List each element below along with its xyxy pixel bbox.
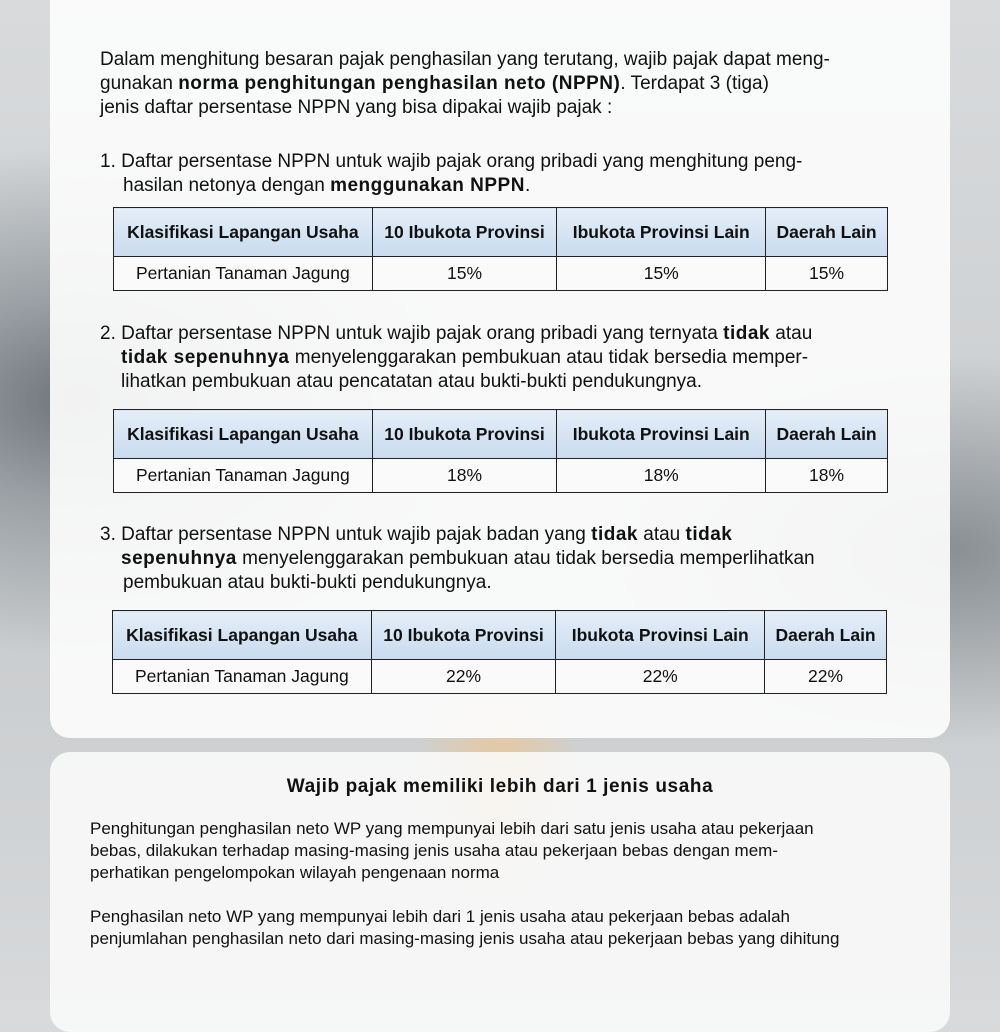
list-item-1: 1. Daftar persentase NPPN untuk wajib pajak orang pribadi yang menghitung peng- <box>100 151 803 172</box>
bold-text: tidak sepenuhnya <box>121 347 290 368</box>
header-cell: Ibukota Provinsi Lain <box>556 611 765 660</box>
list-item-2 <box>100 322 812 346</box>
text: menyelenggarakan pembukuan atau tidak bersedia memper- <box>289 347 809 368</box>
table-row <box>113 660 887 694</box>
bold-text: tidak <box>591 524 638 545</box>
nppn-table-2 <box>113 409 888 493</box>
header-cell: Klasifikasi Lapangan Usaha <box>114 208 373 257</box>
list-item-1 <box>123 174 530 198</box>
cell: Pertanian Tanaman Jagung <box>113 660 372 694</box>
header-cell: Klasifikasi Lapangan Usaha <box>113 611 372 660</box>
header-cell: 10 Ibukota Provinsi <box>372 208 557 257</box>
bold-text: sepenuhnya <box>121 548 237 569</box>
cell: 15% <box>766 257 888 291</box>
list-item-3 <box>121 547 815 571</box>
intro-line: Dalam menghitung besaran pajak penghasilan yang terutang, wajib pajak dapat meng- <box>100 49 830 70</box>
text: menyelenggarakan pembukuan atau tidak bersedia memperlihatkan <box>236 548 815 569</box>
section-title: Wajib pajak memiliki lebih dari 1 jenis usaha <box>286 776 714 797</box>
bold-text: tidak <box>723 323 770 344</box>
cell: 15% <box>557 257 766 291</box>
intro-line: jenis daftar persentase NPPN yang bisa dipakai wajib pajak : <box>100 97 613 118</box>
text: hasilan netonya dengan <box>123 175 331 196</box>
list-item-2: lihatkan pembukuan atau pencatatan atau bukti-bukti pendukungnya. <box>121 371 702 392</box>
cell: Pertanian Tanaman Jagung <box>114 257 373 291</box>
text: . <box>524 175 531 196</box>
cell: 18% <box>372 459 557 493</box>
header-cell: Ibukota Provinsi Lain <box>557 208 766 257</box>
cell: 18% <box>557 459 766 493</box>
header-cell: Klasifikasi Lapangan Usaha <box>114 410 373 459</box>
paragraph-line: penjumlahan penghasilan neto dari masing-masing jenis usaha atau pekerjaan bebas yang dihitung <box>90 929 840 948</box>
cell: 15% <box>372 257 557 291</box>
cell: 22% <box>556 660 765 694</box>
intro-line <box>100 72 769 96</box>
list-item-3: pembukuan atau bukti-bukti pendukungnya. <box>123 572 492 593</box>
cell: 18% <box>766 459 888 493</box>
bold-text: menggunakan NPPN <box>330 175 525 196</box>
nppn-table-1 <box>113 207 888 291</box>
nppn-table-3 <box>112 610 887 694</box>
header-cell: Daerah Lain <box>766 208 888 257</box>
bold-text: tidak <box>685 524 733 545</box>
text: 3. Daftar persentase NPPN untuk wajib pajak badan yang <box>100 524 592 545</box>
table-row <box>114 257 888 291</box>
list-item-3 <box>100 523 732 547</box>
paragraph-line: perhatikan pengelompokan wilayah pengenaan norma <box>90 863 500 882</box>
text: . Terdapat 3 (tiga) <box>620 73 769 94</box>
cell: 22% <box>765 660 887 694</box>
bold-text: norma penghitungan penghasilan neto (NPPN) <box>178 73 621 94</box>
header-cell: Daerah Lain <box>766 410 888 459</box>
header-cell: Ibukota Provinsi Lain <box>557 410 766 459</box>
header-cell: Daerah Lain <box>765 611 887 660</box>
text: gunakan <box>100 73 179 94</box>
text: atau <box>770 323 813 344</box>
header-cell: 10 Ibukota Provinsi <box>371 611 556 660</box>
list-item-2 <box>121 346 808 370</box>
cell: Pertanian Tanaman Jagung <box>114 459 373 493</box>
paragraph-line: Penghitungan penghasilan neto WP yang mempunyai lebih dari satu jenis usaha atau pekerjaan <box>90 819 814 838</box>
header-cell: 10 Ibukota Provinsi <box>372 410 557 459</box>
text: atau <box>637 524 686 545</box>
paragraph-line: Penghasilan neto WP yang mempunyai lebih dari 1 jenis usaha atau pekerjaan bebas adalah <box>90 907 790 926</box>
paragraph-line: bebas, dilakukan terhadap masing-masing jenis usaha atau pekerjaan bebas dengan mem- <box>90 841 778 860</box>
text: 2. Daftar persentase NPPN untuk wajib pajak orang pribadi yang ternyata <box>100 323 724 344</box>
cell: 22% <box>371 660 556 694</box>
table-row <box>114 459 888 493</box>
